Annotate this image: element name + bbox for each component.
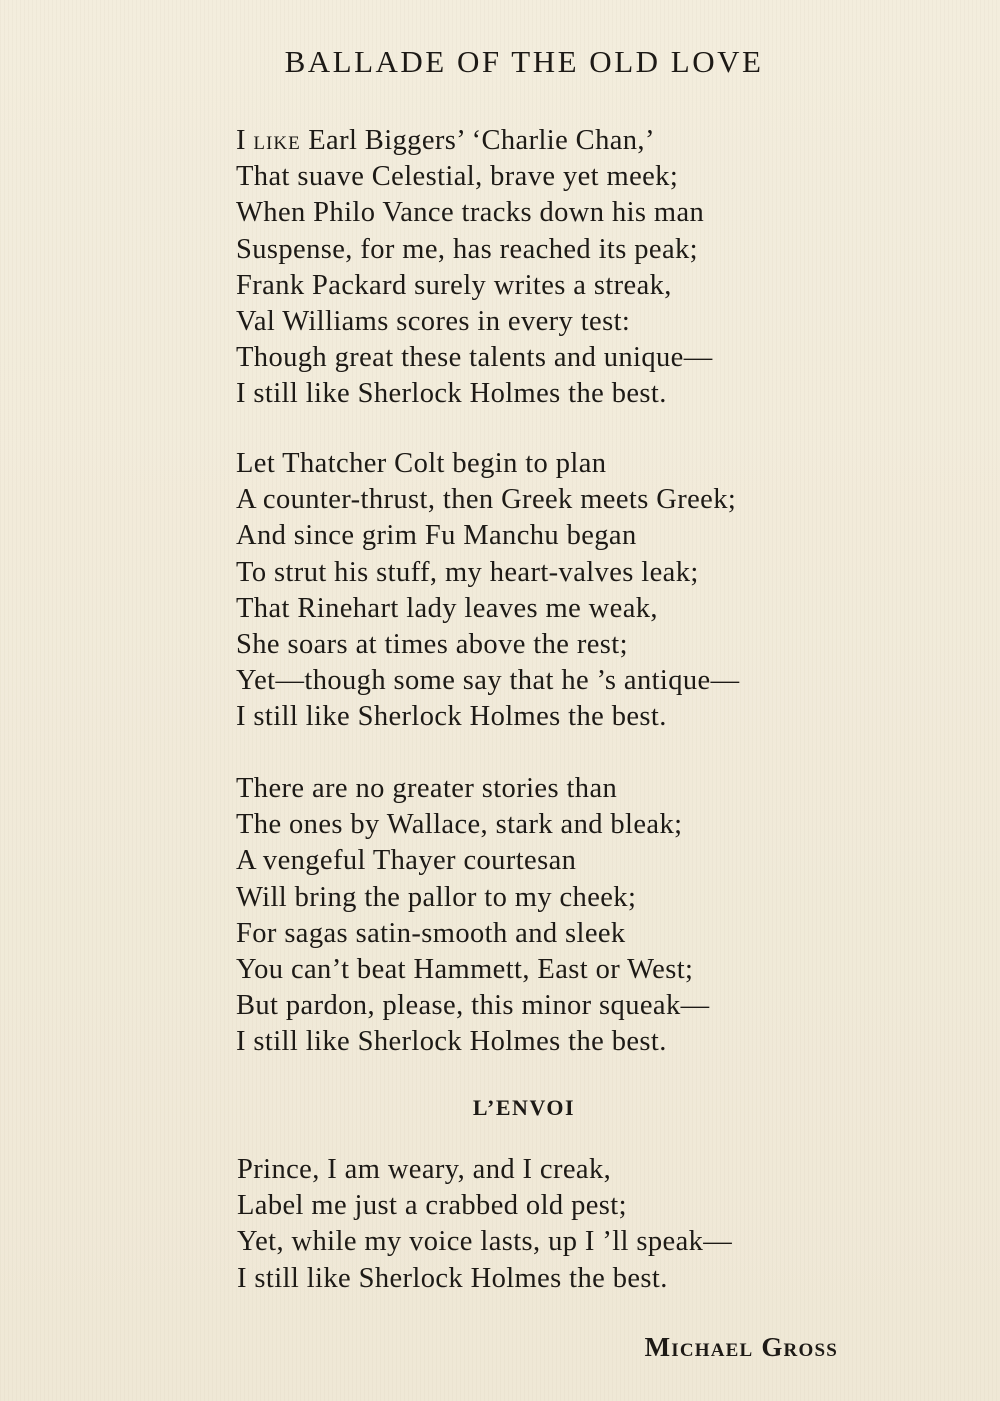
stanza-1-line-7: Though great these talents and unique— <box>236 342 713 374</box>
stanza-1-line-1 <box>236 122 713 159</box>
envoi-stanza <box>237 1152 732 1297</box>
author-signature: Michael Gross <box>644 1332 838 1362</box>
stanza-2-line-7: Yet—though some say that he ’s antique— <box>236 665 740 697</box>
stanza-2-line-2: A counter-thrust, then Greek meets Greek; <box>236 484 737 516</box>
stanza-1 <box>236 122 713 413</box>
stanza-1-line-3: When Philo Vance tracks down his man <box>236 197 705 229</box>
stanza-1-line-2: That suave Celestial, brave yet meek; <box>236 161 679 193</box>
stanza-1-line-5: Frank Packard surely writes a streak, <box>236 269 672 301</box>
envoi-heading: L’ENVOI <box>472 1095 576 1120</box>
stanza-2-line-5: That Rinehart lady leaves me weak, <box>236 592 658 624</box>
stanza-1-refrain: I still like Sherlock Holmes the best. <box>236 378 667 410</box>
stanza-2-refrain: I still like Sherlock Holmes the best. <box>236 701 667 733</box>
stanza-3-line-6: You can’t beat Hammett, East or West; <box>236 954 694 986</box>
stanza-3-line-3: A vengeful Thayer courtesan <box>236 845 577 877</box>
stanza-3-line-5: For sagas satin-smooth and sleek <box>236 917 626 949</box>
stanza-2-line-6: She soars at times above the rest; <box>236 629 628 661</box>
stanza-3-line-2: The ones by Wallace, stark and bleak; <box>236 809 683 841</box>
stanza-3-refrain: I still like Sherlock Holmes the best. <box>236 1026 667 1058</box>
first-line-lead: I <box>236 125 254 156</box>
first-line-smallcaps: like <box>253 125 301 155</box>
envoi-refrain: I still like Sherlock Holmes the best. <box>237 1262 668 1294</box>
stanza-2 <box>236 446 740 736</box>
stanza-1-line-6: Val Williams scores in every test: <box>236 306 631 338</box>
stanza-3-line-4: Will bring the pallor to my cheek; <box>236 881 637 913</box>
first-line-rest: Earl Biggers’ ‘Charlie Chan,’ <box>300 125 655 156</box>
stanza-1-line-4: Suspense, for me, has reached its peak; <box>236 233 698 265</box>
envoi-line-1: Prince, I am weary, and I creak, <box>237 1154 612 1185</box>
poem-title: BALLADE OF THE OLD LOVE <box>284 44 764 79</box>
stanza-2-line-4: To strut his stuff, my heart-valves leak; <box>236 556 699 588</box>
stanza-2-line-1: Let Thatcher Colt begin to plan <box>236 448 607 479</box>
stanza-3 <box>236 771 710 1061</box>
stanza-2-line-3: And since grim Fu Manchu began <box>236 520 637 552</box>
envoi-line-2: Label me just a crabbed old pest; <box>237 1190 627 1222</box>
stanza-3-line-1: There are no greater stories than <box>236 773 618 804</box>
envoi-line-3: Yet, while my voice lasts, up I ’ll speak— <box>237 1226 733 1258</box>
stanza-3-line-7: But pardon, please, this minor squeak— <box>236 990 710 1022</box>
